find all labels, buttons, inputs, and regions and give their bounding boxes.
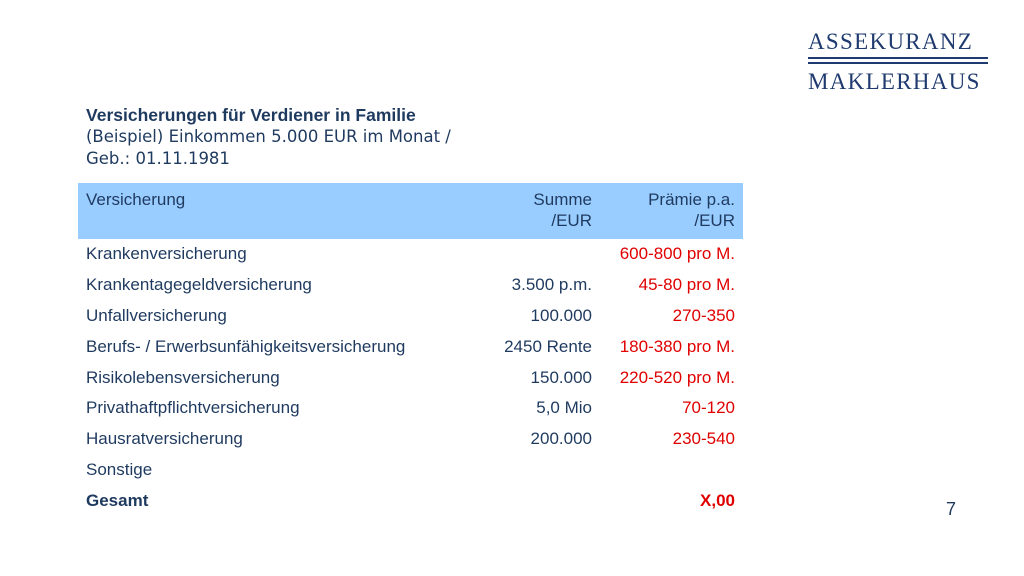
table-row: [78, 270, 743, 301]
header-premium-unit: /EUR: [694, 211, 735, 230]
logo-divider: [808, 57, 988, 59]
header-sum: [464, 183, 600, 239]
insurance-premium: 600-800 pro M.: [619, 244, 735, 264]
logo-divider: [808, 62, 988, 64]
total-row: [78, 485, 743, 516]
header-premium: [600, 183, 743, 239]
insurance-premium: 70-120: [682, 398, 735, 418]
insurance-name: Hausratversicherung: [86, 429, 243, 449]
insurance-name: Krankentagegeldversicherung: [86, 275, 312, 295]
insurance-name: Berufs- / Erwerbsunfähigkeitsversicherung: [86, 336, 406, 356]
table-row: [78, 239, 743, 270]
insurance-premium: [600, 455, 743, 486]
insurance-name: Risikolebensversicherung: [86, 367, 280, 387]
insurance-premium: 270-350: [672, 305, 735, 325]
heading-title: Versicherungen für Verdiener in Familie: [86, 105, 416, 125]
insurance-sum: [464, 239, 600, 270]
company-logo: [808, 28, 988, 95]
total-label: Gesamt: [86, 490, 149, 510]
insurance-sum: [464, 455, 600, 486]
slide-heading: [86, 104, 546, 170]
insurance-premium: 220-520 pro M.: [619, 367, 735, 387]
insurance-sum: 5,0 Mio: [536, 398, 592, 418]
insurance-name: Unfallversicherung: [86, 305, 227, 325]
insurance-name: Sonstige: [86, 459, 153, 479]
table-row: [78, 455, 743, 486]
table-row: [78, 362, 743, 393]
insurance-premium: 180-380 pro M.: [619, 336, 735, 356]
total-premium: X,00: [700, 490, 735, 510]
logo-text-assekuranz: ASSEKURANZ: [808, 29, 974, 54]
table-row: [78, 424, 743, 455]
insurance-premium: 230-540: [672, 429, 735, 449]
heading-income-line: (Beispiel) Einkommen 5.000 EUR im Monat /: [86, 127, 451, 146]
insurance-sum: 3.500 p.m.: [511, 275, 592, 295]
page-number: 7: [946, 499, 957, 519]
insurance-name: Privathaftpflichtversicherung: [86, 398, 300, 418]
logo-text-maklerhaus: MAKLERHAUS: [808, 69, 981, 94]
total-sum: [464, 485, 600, 516]
heading-birthdate-line: Geb.: 01.11.1981: [86, 149, 230, 168]
insurance-sum: 2450 Rente: [504, 336, 592, 356]
header-sum-label: Summe: [533, 190, 592, 209]
insurance-table: [78, 183, 743, 516]
header-insurance: [78, 183, 464, 239]
table-header-row: [78, 183, 743, 239]
table-row: [78, 331, 743, 362]
header-insurance-label: Versicherung: [86, 190, 186, 209]
header-premium-label: Prämie p.a.: [648, 190, 735, 209]
table-row: [78, 393, 743, 424]
header-sum-unit: /EUR: [551, 211, 592, 230]
insurance-premium: 45-80 pro M.: [638, 275, 735, 295]
insurance-sum: 100.000: [530, 305, 592, 325]
table-row: [78, 301, 743, 332]
insurance-sum: 150.000: [530, 367, 592, 387]
insurance-name: Krankenversicherung: [86, 244, 247, 264]
insurance-sum: 200.000: [530, 429, 592, 449]
